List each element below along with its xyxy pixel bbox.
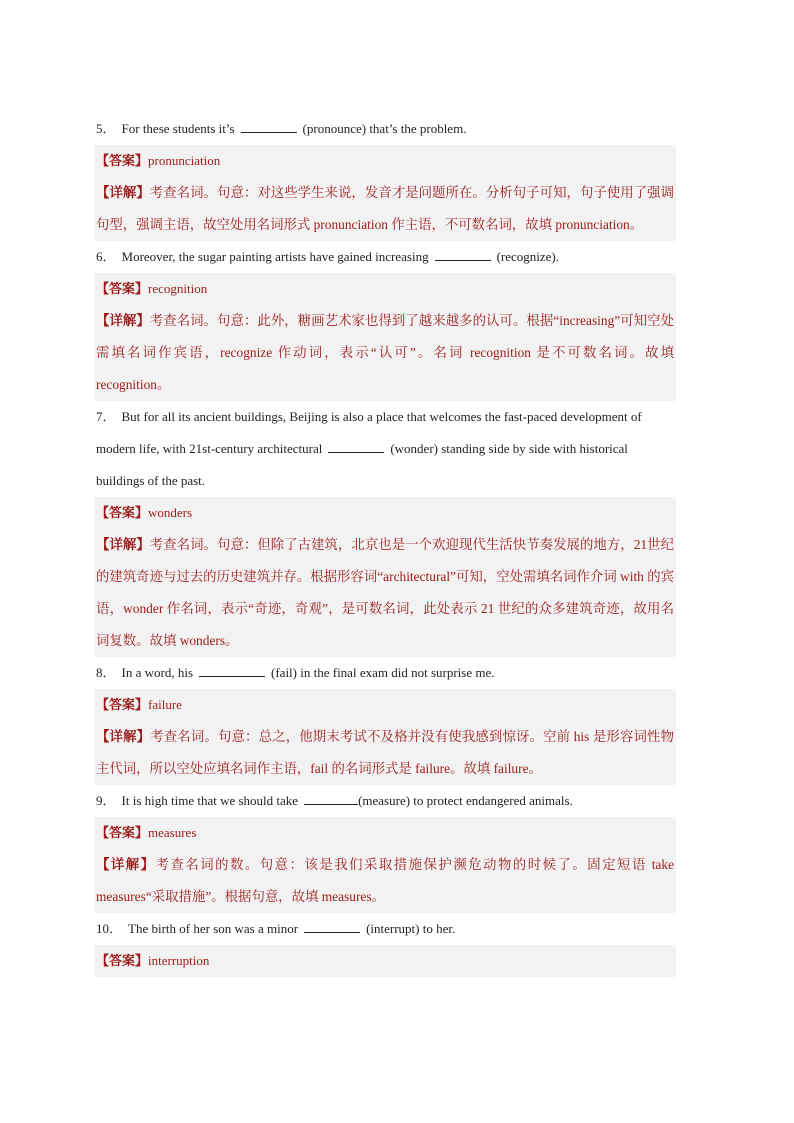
question-item [94, 913, 676, 977]
answer-text: measures [148, 825, 197, 840]
answer-blank [241, 118, 297, 133]
detail-body: 考查名词。句意：对这些学生来说，发音才是问题所在。分析句子可知，句子使用了强调句型，强调主语，故空处用名词形式 pronunciation 作主语，不可数名词，故填 pronunciation。 [96, 185, 675, 232]
question-text [94, 657, 676, 689]
answer-line [96, 497, 674, 529]
answer-line [96, 145, 674, 177]
answer-tag: 【答案】 [96, 953, 149, 968]
detail-body: 考查名词。句意：但除了古建筑，北京也是一个欢迎现代生活快节奏发展的地方，21世纪的建筑奇迹与过去的历史建筑并存。根据形容词“architectural”可知，空处需填名词作介词 with 的宾语，wonder 作名词，表示“奇迹，奇观”，是可数名词，此处表示 21 世纪的众多建筑奇迹，故用名词复数。故填 wonders。 [96, 537, 675, 648]
question-hint: (wonder) standing side by side with historical buildings of the past. [96, 441, 628, 488]
answer-text: failure [148, 697, 182, 712]
question-text [94, 913, 676, 945]
question-stem: It is high time that we should take [121, 793, 299, 808]
answer-tag: 【答案】 [96, 825, 149, 840]
answer-line [96, 273, 674, 305]
answer-text: wonders [148, 505, 193, 520]
detail-text [96, 305, 674, 401]
answer-blank [304, 918, 360, 933]
detail-body: 考查名词。句意：总之，他期末考试不及格并没有使我感到惊讶。空前 his 是形容词性物主代词，所以空处应填名词作主语，fail 的名词形式是 failure。故填 failure。 [96, 729, 674, 776]
question-stem: But for all its ancient buildings, Beijing is also a place that welcomes the fast-paced development of modern life, with 21st-century architectural [96, 409, 642, 456]
solution-box [94, 145, 676, 241]
detail-body: 考查名词。句意：此外，糖画艺术家也得到了越来越多的认可。根据“increasing”可知空处需填名词作宾语，recognize 作动词，表示“认可”。名词 recognition 是不可数名词。故填 recognition。 [96, 313, 675, 392]
question-number: 10． [96, 921, 123, 936]
document-page [94, 113, 676, 977]
question-text [94, 241, 676, 273]
question-stem: Moreover, the sugar painting artists have gained increasing [121, 249, 429, 264]
answer-tag: 【答案】 [96, 697, 149, 712]
answer-blank [199, 662, 265, 677]
answer-line [96, 689, 674, 721]
solution-box [94, 497, 676, 657]
detail-body: 考查名词的数。句意：该是我们采取措施保护濒危动物的时候了。固定短语 take measures“采取措施”。根据句意，故填 measures。 [96, 857, 675, 904]
answer-tag: 【答案】 [96, 281, 149, 296]
solution-box [94, 945, 676, 977]
question-hint: (measure) to protect endangered animals. [358, 793, 573, 808]
question-number: 9． [96, 793, 116, 808]
answer-line [96, 945, 674, 977]
question-number: 6． [96, 249, 116, 264]
question-item [94, 113, 676, 241]
answer-blank [304, 790, 358, 805]
question-hint: (interrupt) to her. [366, 921, 456, 936]
solution-box [94, 689, 676, 785]
solution-box [94, 817, 676, 913]
solution-box [94, 273, 676, 401]
detail-tag: 【详解】 [96, 857, 156, 872]
detail-tag: 【详解】 [96, 537, 150, 552]
question-hint: (fail) in the final exam did not surprise me. [271, 665, 495, 680]
question-number: 7． [96, 409, 116, 424]
detail-text [96, 529, 674, 657]
question-item [94, 657, 676, 785]
detail-text [96, 849, 674, 913]
answer-text: interruption [148, 953, 210, 968]
answer-tag: 【答案】 [96, 153, 149, 168]
detail-text [96, 177, 674, 241]
question-stem: In a word, his [121, 665, 194, 680]
question-text [94, 401, 676, 497]
answer-blank [328, 438, 384, 453]
detail-tag: 【详解】 [96, 729, 151, 744]
detail-text [96, 721, 674, 785]
question-item [94, 401, 676, 657]
question-hint: (pronounce) that’s the problem. [302, 121, 467, 136]
question-number: 5． [96, 121, 116, 136]
question-number: 8． [96, 665, 116, 680]
question-text [94, 785, 676, 817]
answer-line [96, 817, 674, 849]
detail-tag: 【详解】 [96, 185, 150, 200]
question-text [94, 113, 676, 145]
answer-text: pronunciation [148, 153, 221, 168]
answer-blank [435, 246, 491, 261]
detail-tag: 【详解】 [96, 313, 150, 328]
answer-tag: 【答案】 [96, 505, 149, 520]
answer-text: recognition [148, 281, 208, 296]
question-stem: The birth of her son was a minor [128, 921, 299, 936]
question-hint: (recognize). [496, 249, 560, 264]
question-stem: For these students it’s [121, 121, 235, 136]
question-item [94, 785, 676, 913]
question-item [94, 241, 676, 401]
